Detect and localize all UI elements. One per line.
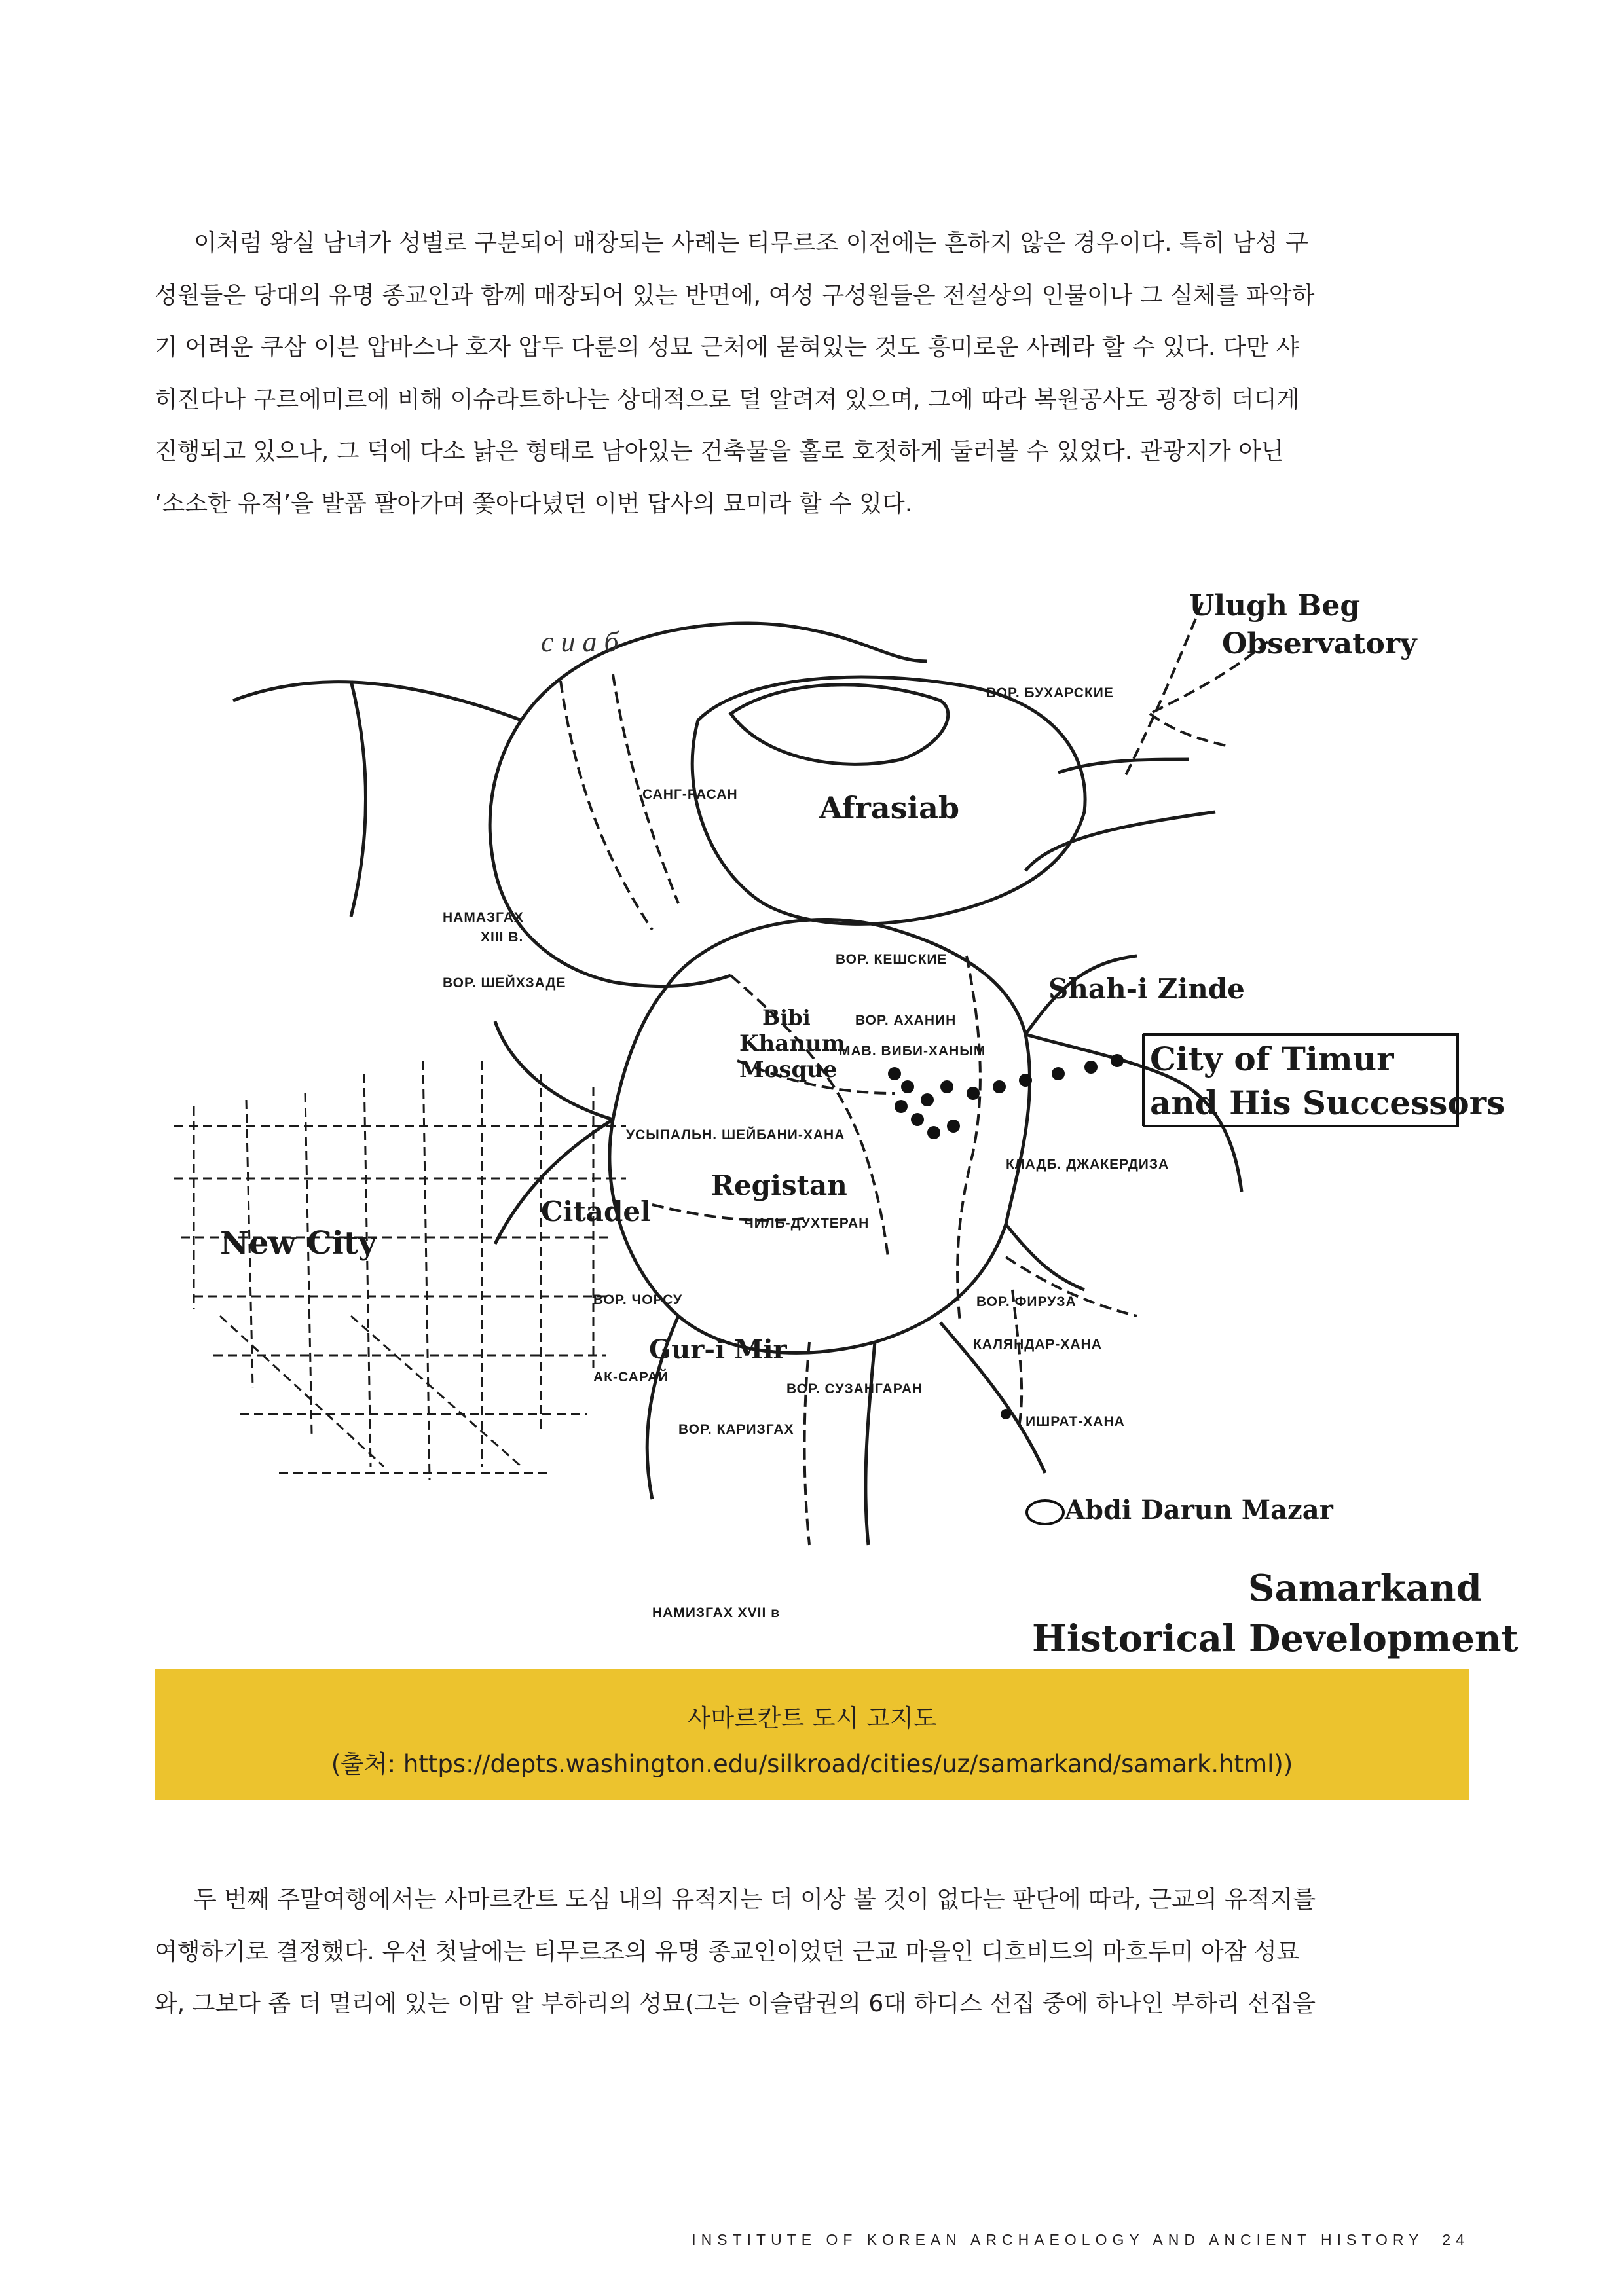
label-sang-rasan: САНГ-РАСАН <box>642 787 738 802</box>
map-title-line-1: Samarkand <box>1248 1567 1482 1610</box>
label-new-city: New City <box>220 1225 377 1262</box>
label-citadel: Citadel <box>541 1195 652 1228</box>
text-line: 성원들은 당대의 유명 종교인과 함께 매장되어 있는 반면에, 여성 구성원들은 전설상의 인물이나 그 실체를 파악하 <box>155 282 1315 309</box>
label-kalyandar: КАЛЯНДАР-ХАНА <box>973 1337 1102 1352</box>
label-ak-saray: АК-САРАЙ <box>593 1370 669 1385</box>
label-bibi-khanym: МАВ. ВИБИ-ХАНЫМ <box>839 1044 986 1059</box>
label-ahanin: ВОР. АХАНИН <box>855 1013 957 1028</box>
label-namazgah-17: НАМИЗГАХ XVII в <box>652 1605 781 1620</box>
map-title-line-2: Historical Development <box>1032 1617 1519 1660</box>
footer-institute: INSTITUTE OF KOREAN ARCHAEOLOGY AND ANCIENT HISTORY <box>692 2231 1424 2248</box>
caption-source: (출처: https://depts.washington.edu/silkroad/cities/uz/samarkand/samark.html)) <box>331 1750 1293 1778</box>
label-namazgah-13-b: XIII В. <box>481 930 524 945</box>
label-suzangaran: ВОР. СУЗАНГАРАН <box>786 1381 923 1396</box>
text-line: ‘소소한 유적’을 발품 팔아가며 쫓아다녔던 이번 답사의 묘미라 할 수 있다. <box>155 490 913 517</box>
label-chorsu: ВОР. ЧОРСУ <box>593 1292 683 1307</box>
label-namazgah-13: НАМАЗГАХ <box>443 910 524 925</box>
samarkand-map-image <box>155 563 1519 1669</box>
label-city-of-timur-2: and His Successors <box>1150 1084 1505 1122</box>
label-siab: с и а б <box>541 626 619 658</box>
text-line: 두 번째 주말여행에서는 사마르칸트 도심 내의 유적지는 더 이상 볼 것이 없다는 판단에 따라, 근교의 유적지를 <box>194 1886 1316 1913</box>
text-line: 와, 그보다 좀 더 멀리에 있는 이맘 알 부하리의 성묘(그는 이슬람권의 6대 하디스 선집 중에 하나인 부하리 선집을 <box>155 1990 1316 2017</box>
text-line: 이처럼 왕실 남녀가 성별로 구분되어 매장되는 사례는 티무르조 이전에는 흔하지 않은 경우이다. 특히 남성 구 <box>194 230 1308 257</box>
label-observatory: Observatory <box>1222 627 1417 661</box>
samarkand-map-figure <box>155 563 1519 1669</box>
label-bukharskie: ВОР. БУХАРСКИЕ <box>986 685 1114 701</box>
text-line: 여행하기로 결정했다. 우선 첫날에는 티무르조의 유명 종교인이었던 근교 마을인 디흐비드의 마흐두미 아잠 성묘 <box>155 1938 1300 1965</box>
label-ulugh-beg: Ulugh Beg <box>1189 589 1361 623</box>
label-mosque: Mosque <box>739 1057 838 1083</box>
text-line: 기 어려운 쿠삼 이븐 압바스나 호자 압두 다룬의 성묘 근처에 묻혀있는 것도 흥미로운 사례라 할 수 있다. 다만 샤 <box>155 334 1299 361</box>
page-number: 24 <box>1442 2231 1469 2248</box>
body-paragraph-1 <box>155 217 1469 530</box>
caption-title: 사마르칸트 도시 고지도 <box>687 1704 937 1732</box>
label-abdi-darun: Abdi Darun Mazar <box>1065 1495 1333 1525</box>
label-karizgah: ВОР. КАРИЗГАХ <box>678 1422 794 1437</box>
site-dots <box>888 1054 1124 1419</box>
text-line: 히진다나 구르에미르에 비해 이슈라트하나는 상대적으로 덜 알려져 있으며, 그에 따라 복원공사도 굉장히 더디게 <box>155 386 1300 413</box>
label-chil-dukhtaran: ЧИЛЬ-ДУХТЕРАН <box>744 1216 870 1231</box>
label-khanum: Khanum <box>739 1030 845 1057</box>
label-kladb: КЛАДБ. ДЖАКЕРДИЗА <box>1006 1157 1170 1172</box>
new-city-grid <box>174 1061 626 1480</box>
label-kesh: ВОР. КЕШСКИЕ <box>836 952 948 967</box>
label-shaybani: УСЫПАЛЬН. ШЕЙБАНИ-ХАНА <box>626 1127 845 1142</box>
text-line: 진행되고 있으나, 그 덕에 다소 낡은 형태로 남아있는 건축물을 홀로 호젓하게 둘러볼 수 있었다. 관광지가 아닌 <box>155 438 1284 465</box>
label-firuza: ВОР. ФИРУЗА <box>976 1294 1077 1309</box>
page-footer <box>692 2231 1469 2249</box>
figure-caption <box>155 1669 1469 1800</box>
body-paragraph-2 <box>155 1874 1469 2030</box>
label-afrasiab: Afrasiab <box>819 790 960 826</box>
label-registan: Registan <box>711 1169 847 1201</box>
label-ishrat: ИШРАТ-ХАНА <box>1025 1414 1125 1429</box>
label-sheikhzade: ВОР. ШЕЙХЗАДЕ <box>443 975 566 991</box>
label-city-of-timur: City of Timur <box>1150 1040 1394 1078</box>
label-bibi: Bibi <box>762 1005 811 1030</box>
label-gur-i-mir: Gur-i Mir <box>649 1334 787 1365</box>
label-shah-i-zinde: Shah-i Zinde <box>1048 973 1245 1005</box>
